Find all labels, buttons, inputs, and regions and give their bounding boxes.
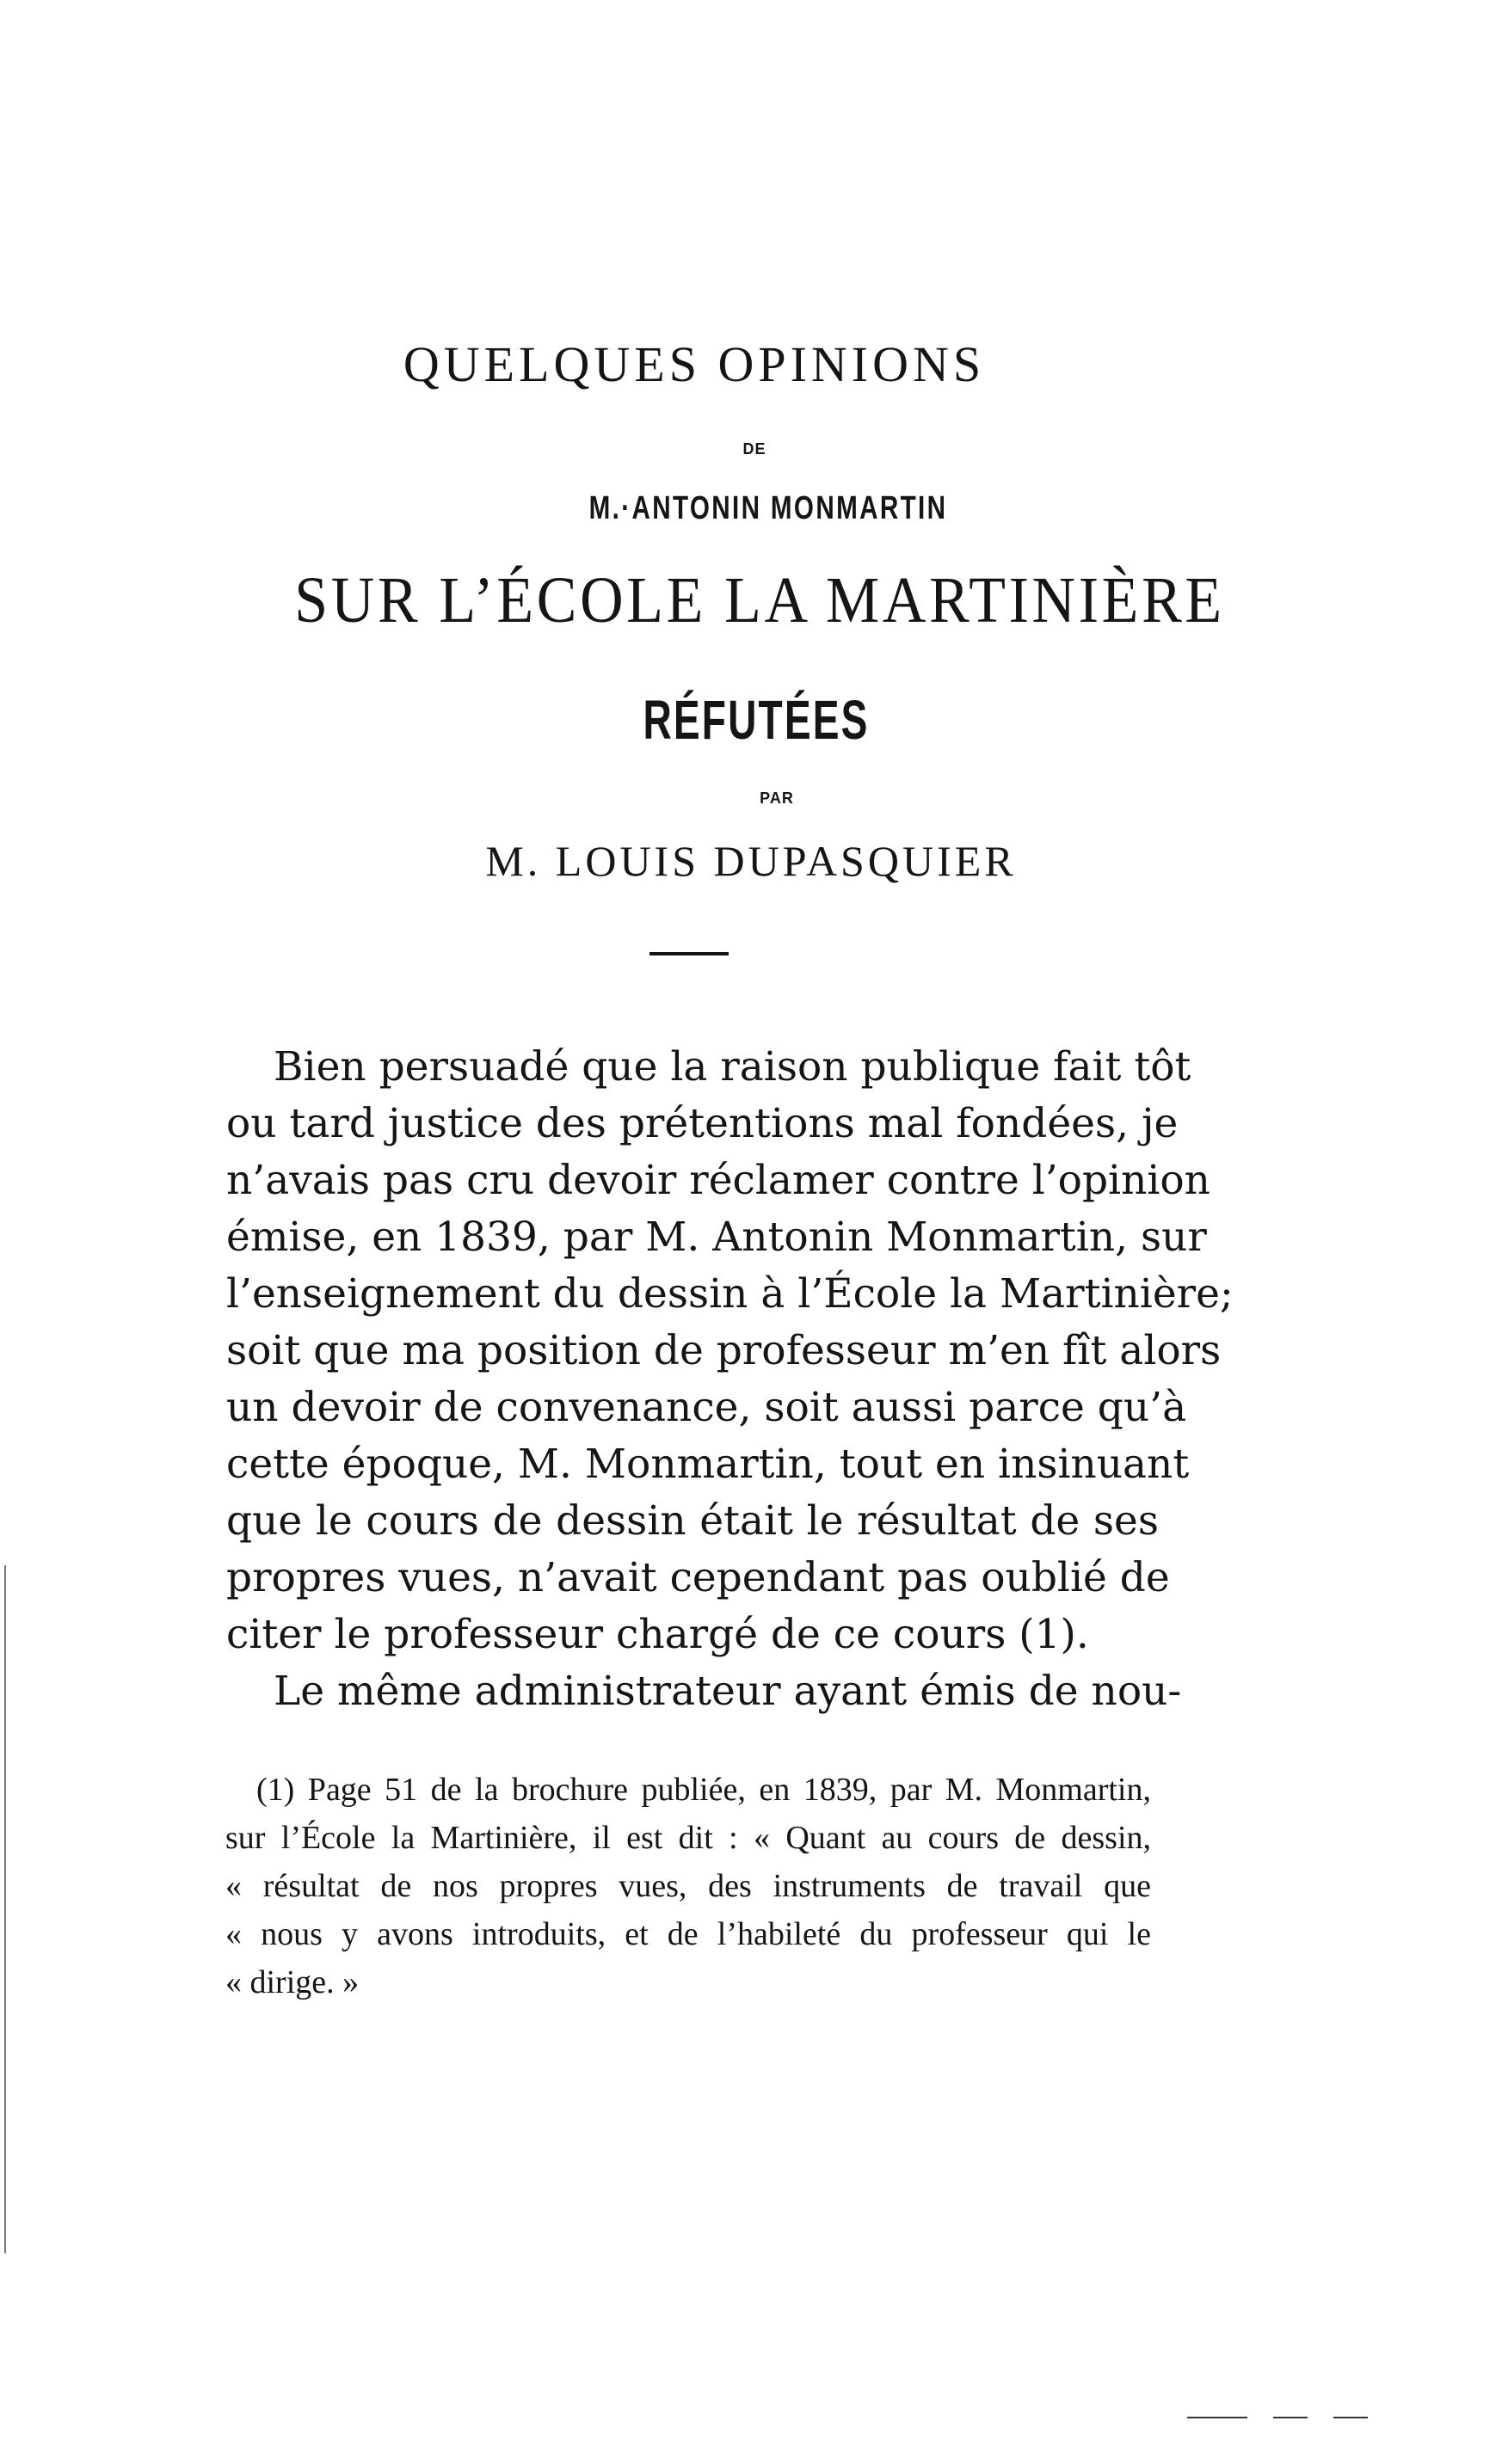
body-line: ou tard justice des prétentions mal fondées, je <box>226 1100 1179 1147</box>
footnote-line: « dirige. » <box>225 1964 360 2000</box>
footnote-line: sur l’École la Martinière, il est dit : « Quant au cours de dessin, <box>225 1820 1151 1856</box>
body-line: Bien persuadé que la raison publique fait tôt <box>274 1043 1191 1091</box>
body-paragraphs <box>226 1039 1234 1720</box>
scan-mark <box>1273 2417 1308 2418</box>
separator-rule <box>649 952 729 955</box>
preposition-de: DE <box>742 440 766 458</box>
page-title: QUELQUES OPINIONS <box>403 336 986 392</box>
scan-bottom-marks <box>0 2399 1502 2434</box>
scan-mark <box>1187 2417 1247 2418</box>
body-line: citer le professeur chargé de ce cours (1). <box>226 1611 1089 1658</box>
scan-edge-shadow <box>4 1565 6 2253</box>
body-line: cette époque, M. Monmartin, tout en insinuant <box>226 1441 1190 1488</box>
body-line: l’enseignement du dessin à l’École la Martinière; <box>226 1270 1234 1318</box>
refuter-name: M. LOUIS DUPASQUIER <box>485 837 1017 885</box>
footnote-line: « résultat de nos propres vues, des instruments de travail que <box>225 1868 1151 1904</box>
body-line: Le même administrateur ayant émis de nou- <box>274 1668 1182 1715</box>
body-line: propres vues, n’avait cependant pas oublié de <box>226 1554 1170 1601</box>
scan-mark <box>1333 2417 1368 2418</box>
preposition-par: PAR <box>760 790 794 807</box>
footnote <box>225 1766 1151 2006</box>
body-line: soit que ma position de professeur m’en fît alors <box>226 1327 1222 1374</box>
refutees-heading: RÉFUTÉES <box>643 689 870 751</box>
body-line: que le cours de dessin était le résultat de ses <box>226 1497 1159 1545</box>
body-line: n’avais pas cru devoir réclamer contre l’opinion <box>226 1157 1210 1204</box>
body-line: un devoir de convenance, soit aussi parce qu’à <box>226 1384 1187 1431</box>
author-name: M.·ANTONIN MONMARTIN <box>588 490 948 526</box>
subject-heading: SUR L’ÉCOLE LA MARTINIÈRE <box>294 564 1225 636</box>
body-line: émise, en 1839, par M. Antonin Monmartin, sur <box>226 1214 1207 1261</box>
footnote-line: « nous y avons introduits, et de l’habileté du professeur qui le <box>225 1916 1151 1952</box>
footnote-line: (1) Page 51 de la brochure publiée, en 1839, par M. Monmartin, <box>256 1772 1151 1808</box>
